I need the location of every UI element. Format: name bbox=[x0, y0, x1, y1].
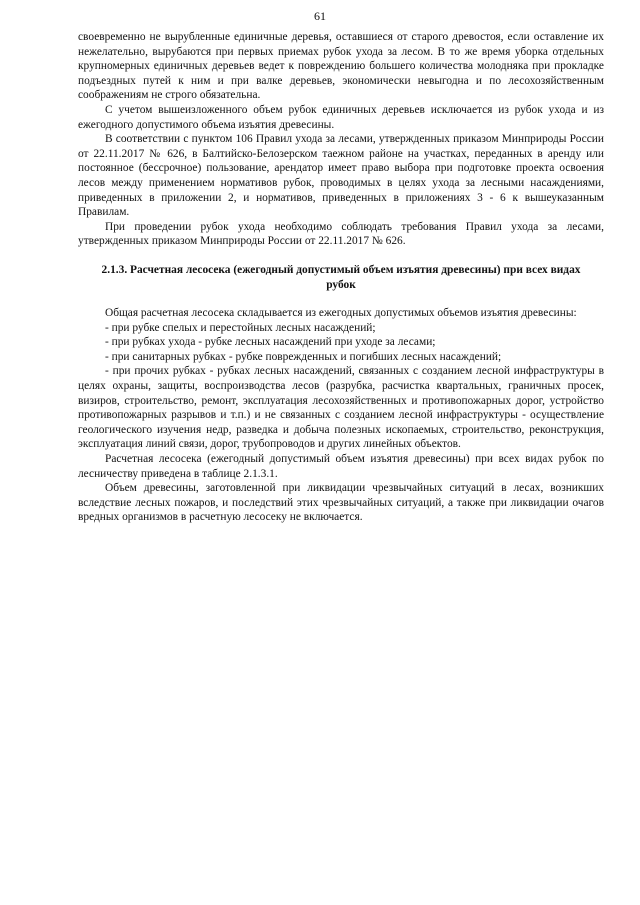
paragraph-continuation: своевременно не вырубленные единичные деревья, оставшиеся от старого древостоя, если оставление их нежелательно, вырубаются при первых приемах рубок ухода за лесом. В то же время уборка отдельных крупномерных единичных деревьев ведет к повреждению большего количества молодняка при прокладке подъездных путей к ним и при валке деревьев, экономически невыгодна и по лесохозяйственным соображениям не строго обязательна. bbox=[78, 31, 604, 102]
section-heading: 2.1.3. Расчетная лесосека (ежегодный допустимый объем изъятия древесины) при всех видах рубок bbox=[101, 263, 581, 291]
list-item-sanitary: - при санитарных рубках - рубке поврежденных и погибших лесных насаждений; bbox=[105, 350, 502, 363]
paragraph-rules-reference: В соответствии с пунктом 106 Правил ухода за лесами, утвержденных приказом Минприроды России от 22.11.2017 № 626, в Балтийско-Белозерском таежном районе на участках, переданных в аренду или постоянное (бессрочное) пользование, арендатор имеет право выбора при подготовке проекта освоения лесов между применением нормативов рубок, проводимых в целях ухода за лесными насаждениями, приведенных в приложении 2, и нормативов, приведенных в приложениях 3 - 6 к вышеуказанным Правилам. bbox=[78, 133, 604, 219]
list-item-thinning: - при рубках ухода - рубке лесных насаждений при уходе за лесами; bbox=[105, 336, 436, 349]
page-number: 61 bbox=[314, 9, 326, 23]
paragraph-exclusion: С учетом вышеизложенного объем рубок единичных деревьев исключается из рубок ухода и из ежегодного допустимого объема изъятия древесины. bbox=[78, 103, 604, 131]
paragraph-emergency-exclusion: Объем древесины, заготовленной при ликвидации чрезвычайных ситуаций в лесах, возникших вследствие лесных пожаров, и последствий этих чрезвычайных ситуаций, а также при ликвидации очагов вредных организмов в расчетную лесосеку не включается. bbox=[78, 482, 604, 524]
list-item-mature-stands: - при рубке спелых и перестойных лесных насаждений; bbox=[105, 321, 376, 334]
paragraph-allowable-cut-intro: Общая расчетная лесосека складывается из ежегодных допустимых объемов изъятия древесины: bbox=[105, 307, 577, 320]
document-body bbox=[78, 30, 604, 525]
paragraph-requirements: При проведении рубок ухода необходимо соблюдать требования Правил ухода за лесами, утвержденных приказом Минприроды России от 22.11.2017 № 626. bbox=[78, 220, 604, 248]
paragraph-table-reference: Расчетная лесосека (ежегодный допустимый объем изъятия древесины) при всех видах рубок по лесничеству приведена в таблице 2.1.3.1. bbox=[78, 453, 604, 480]
list-item-other-cuttings: - при прочих рубках - рубках лесных насаждений, связанных с созданием лесной инфраструктуры в целях охраны, защиты, воспроизводства лесов (разрубка, расчистка квартальных, граничных просек, визиров, строительство, ремонт, эксплуатация лесохозяйственных и противопожарных дорог, устройство противопожарных разрывов и т.п.) и не связанных с созданием лесной инфраструктуры - осуществление геологического изучения недр, разведка и добыча полезных ископаемых, строительство, реконструкция, эксплуатация линий связи, дорог, трубопроводов и других линейных объектов. bbox=[78, 365, 604, 451]
